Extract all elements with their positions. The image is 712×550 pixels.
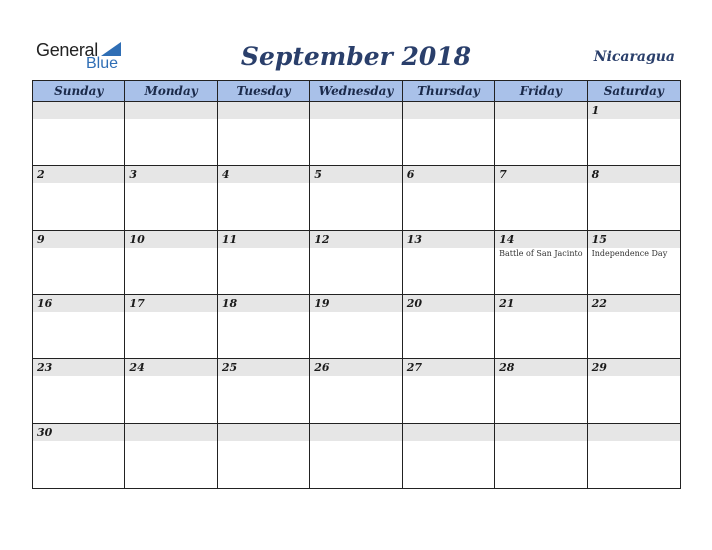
logo-triangle-icon (101, 42, 121, 56)
day-cell (403, 359, 495, 423)
day-number (310, 102, 401, 119)
day-number: 2 (33, 166, 124, 183)
day-cell (33, 359, 125, 423)
day-number (33, 102, 124, 119)
day-cell (588, 295, 680, 359)
day-cell (125, 359, 217, 423)
day-number: 22 (588, 295, 680, 312)
weekday-header-friday: Friday (495, 81, 587, 102)
day-number: 25 (218, 359, 309, 376)
holiday-label: Battle of San Jacinto (499, 248, 583, 258)
day-number (588, 424, 680, 441)
day-cell (125, 295, 217, 359)
day-number: 13 (403, 231, 494, 248)
day-number: 23 (33, 359, 124, 376)
day-cell (495, 295, 587, 359)
country-name: Nicaragua (593, 49, 675, 65)
day-cell (495, 166, 587, 230)
day-cell (588, 359, 680, 423)
day-number (310, 424, 401, 441)
day-number: 10 (125, 231, 216, 248)
holiday-label: Independence Day (591, 248, 668, 258)
day-cell (403, 424, 495, 488)
day-number (125, 424, 216, 441)
day-cell (33, 424, 125, 488)
day-cell (310, 359, 402, 423)
day-cell (218, 102, 310, 166)
day-number: 14 (495, 231, 586, 248)
day-cell (588, 231, 680, 295)
weekday-header-saturday: Saturday (588, 81, 680, 102)
day-number: 9 (33, 231, 124, 248)
day-cell (495, 102, 587, 166)
day-cell (403, 102, 495, 166)
day-cell (588, 166, 680, 230)
weekday-header-wednesday: Wednesday (310, 81, 402, 102)
day-number: 20 (403, 295, 494, 312)
day-cell (33, 166, 125, 230)
day-cell (495, 424, 587, 488)
day-number (218, 424, 309, 441)
day-cell (310, 424, 402, 488)
day-number: 16 (33, 295, 124, 312)
generalblue-logo (36, 40, 126, 74)
day-cell (310, 295, 402, 359)
day-number: 1 (588, 102, 680, 119)
day-number: 6 (403, 166, 494, 183)
day-number: 17 (125, 295, 216, 312)
day-number (125, 102, 216, 119)
day-cell (125, 166, 217, 230)
day-cell (125, 231, 217, 295)
day-cell (310, 166, 402, 230)
day-number: 3 (125, 166, 216, 183)
day-cell (310, 231, 402, 295)
logo-general-text: General (36, 40, 98, 60)
day-number: 27 (403, 359, 494, 376)
logo-blue-text: Blue (86, 55, 119, 72)
weekday-header-tuesday: Tuesday (218, 81, 310, 102)
day-number: 30 (33, 424, 124, 441)
day-number: 4 (218, 166, 309, 183)
day-number (403, 102, 494, 119)
day-number: 19 (310, 295, 401, 312)
day-cell (495, 359, 587, 423)
day-cell (310, 102, 402, 166)
day-cell (33, 231, 125, 295)
day-number: 18 (218, 295, 309, 312)
day-cell (588, 424, 680, 488)
day-number: 12 (310, 231, 401, 248)
day-cell (33, 295, 125, 359)
day-number: 5 (310, 166, 401, 183)
day-cell (495, 231, 587, 295)
day-number (495, 424, 586, 441)
day-cell (218, 359, 310, 423)
day-cell (218, 231, 310, 295)
day-number: 29 (588, 359, 680, 376)
day-cell (403, 295, 495, 359)
day-number: 28 (495, 359, 586, 376)
day-cell (125, 102, 217, 166)
day-number (403, 424, 494, 441)
calendar-title: September 2018 (240, 42, 472, 71)
day-number: 8 (588, 166, 680, 183)
day-cell (218, 166, 310, 230)
day-cell (33, 102, 125, 166)
day-cell (403, 231, 495, 295)
day-number: 24 (125, 359, 216, 376)
weekday-header-thursday: Thursday (403, 81, 495, 102)
day-number: 7 (495, 166, 586, 183)
day-cell (125, 424, 217, 488)
day-cell (588, 102, 680, 166)
day-cell (218, 295, 310, 359)
day-cell (218, 424, 310, 488)
calendar-grid (32, 80, 681, 489)
day-number: 21 (495, 295, 586, 312)
day-number: 15 (588, 231, 680, 248)
day-number (218, 102, 309, 119)
weekday-header-sunday: Sunday (33, 81, 125, 102)
weekday-header-monday: Monday (125, 81, 217, 102)
day-cell (403, 166, 495, 230)
day-number: 26 (310, 359, 401, 376)
day-number (495, 102, 586, 119)
day-number: 11 (218, 231, 309, 248)
